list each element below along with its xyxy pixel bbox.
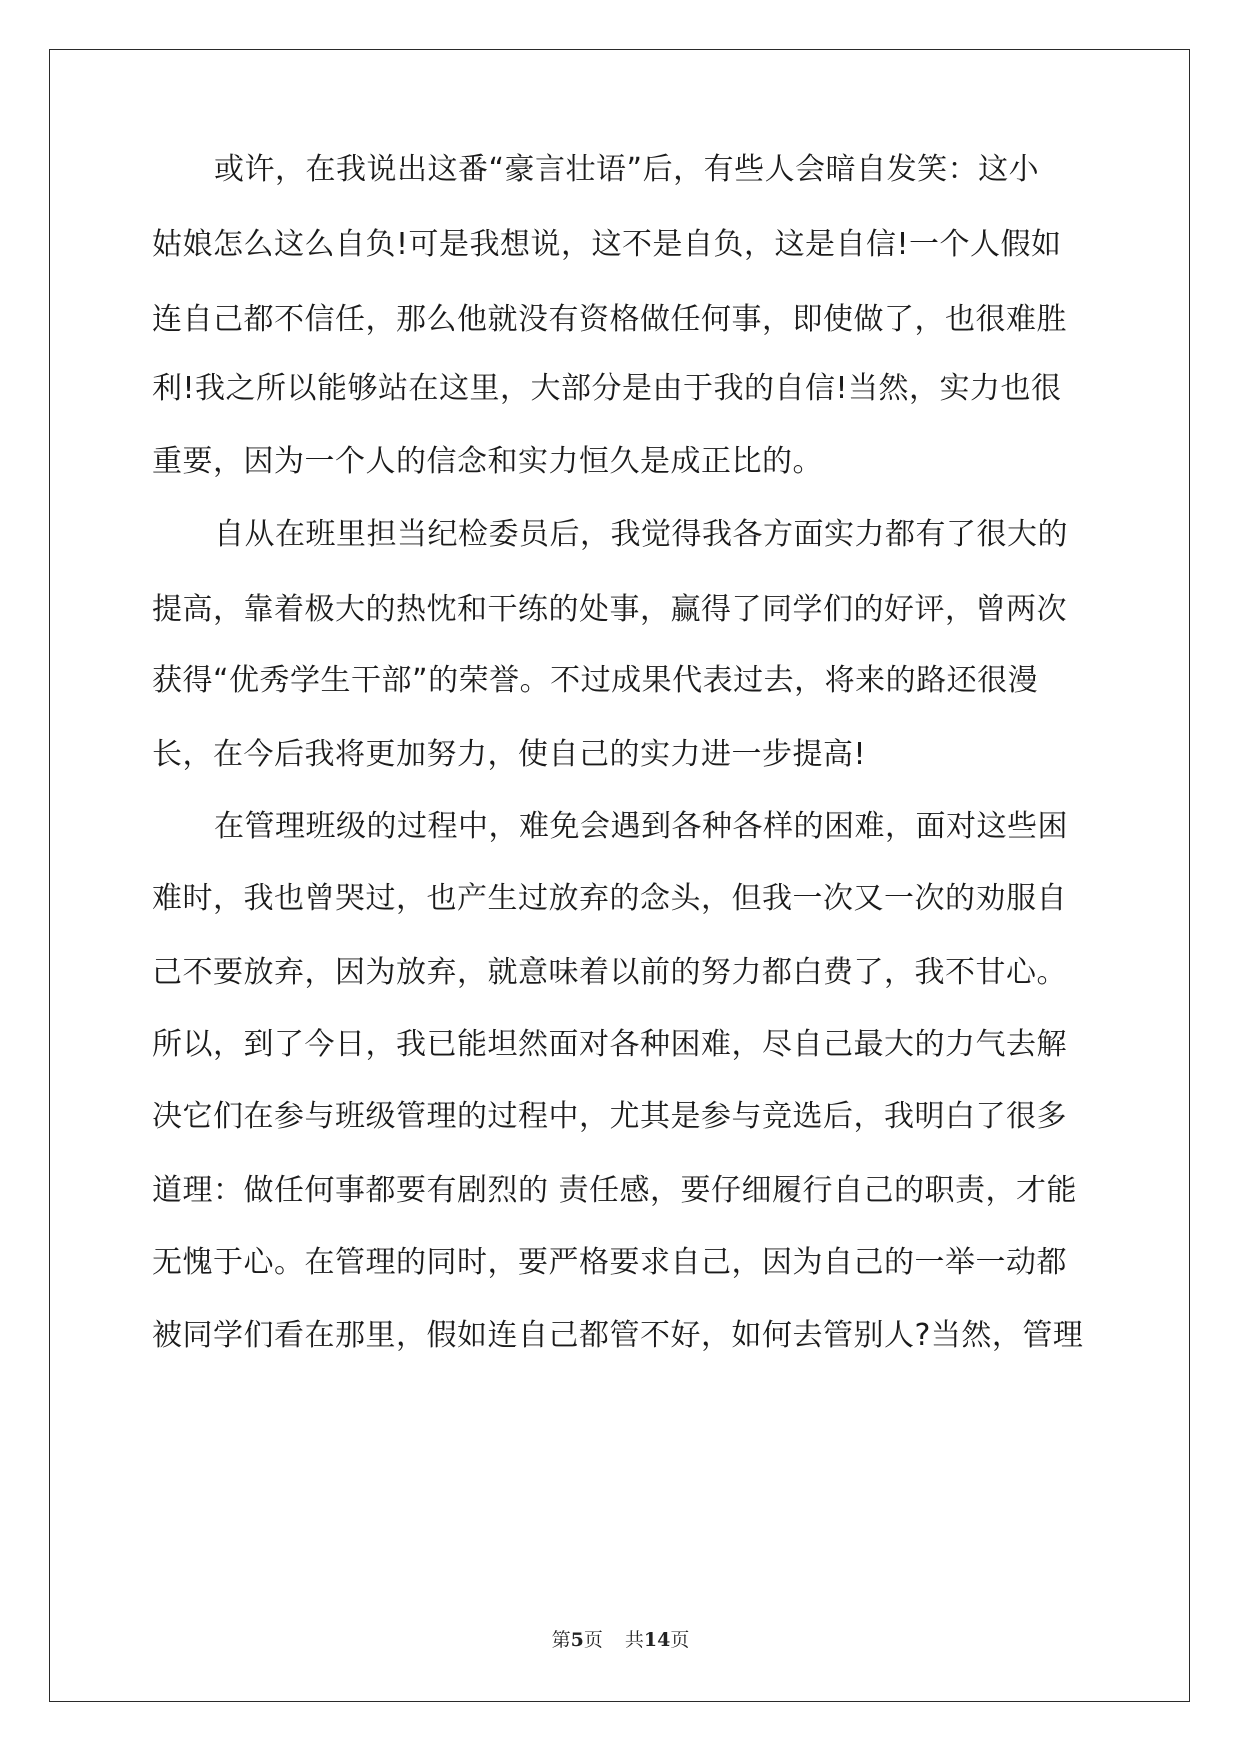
text-line: 被同学们看在那里，假如连自己都管不好，如何去管别人?当然，管理 (152, 1318, 1084, 1353)
text-line: 长，在今后我将更加努力，使自己的实力进一步提高! (152, 737, 867, 772)
page-number: 5 (570, 1629, 584, 1651)
text-line: 提高，靠着极大的热忱和干练的处事，赢得了同学们的好评，曾两次 (152, 592, 1067, 627)
text-line: 无愧于心。在管理的同时，要严格要求自己，因为自己的一举一动都 (152, 1245, 1067, 1280)
total-suffix: 页 (670, 1629, 690, 1651)
text-line: 连自己都不信任，那么他就没有资格做任何事，即使做了，也很难胜 (152, 302, 1067, 337)
text-line: 所以，到了今日，我已能坦然面对各种困难，尽自己最大的力气去解 (152, 1027, 1067, 1062)
text-line: 难时，我也曾哭过，也产生过放弃的念头，但我一次又一次的劝服自 (152, 881, 1067, 916)
text-line: 道理：做任何事都要有剧烈的 责任感，要仔细履行自己的职责，才能 (152, 1173, 1078, 1208)
text-line: 利!我之所以能够站在这里，大部分是由于我的自信!当然，实力也很 (152, 371, 1062, 406)
text-line: 重要，因为一个人的信念和实力恒久是成正比的。 (152, 444, 823, 479)
text-line: 姑娘怎么这么自负!可是我想说，这不是自负，这是自信!一个人假如 (152, 227, 1062, 262)
text-line: 己不要放弃，因为放弃，就意味着以前的努力都白费了，我不甘心。 (152, 955, 1067, 990)
total-pages: 14 (643, 1629, 671, 1651)
page-suffix: 页 (583, 1629, 603, 1651)
text-line: 在管理班级的过程中，难免会遇到各种各样的困难，面对这些困 (214, 809, 1068, 844)
text-line: 获得“优秀学生干部”的荣誉。不过成果代表过去，将来的路还很漫 (152, 663, 1039, 698)
total-prefix: 共 (624, 1629, 644, 1651)
text-line: 决它们在参与班级管理的过程中，尤其是参与竞选后，我明白了很多 (152, 1099, 1067, 1134)
text-line: 自从在班里担当纪检委员后，我觉得我各方面实力都有了很大的 (214, 517, 1068, 552)
page-footer (0, 1625, 1241, 1655)
text-line: 或许，在我说出这番“豪言壮语”后，有些人会暗自发笑：这小 (214, 152, 1040, 187)
page-prefix: 第 (551, 1629, 571, 1651)
